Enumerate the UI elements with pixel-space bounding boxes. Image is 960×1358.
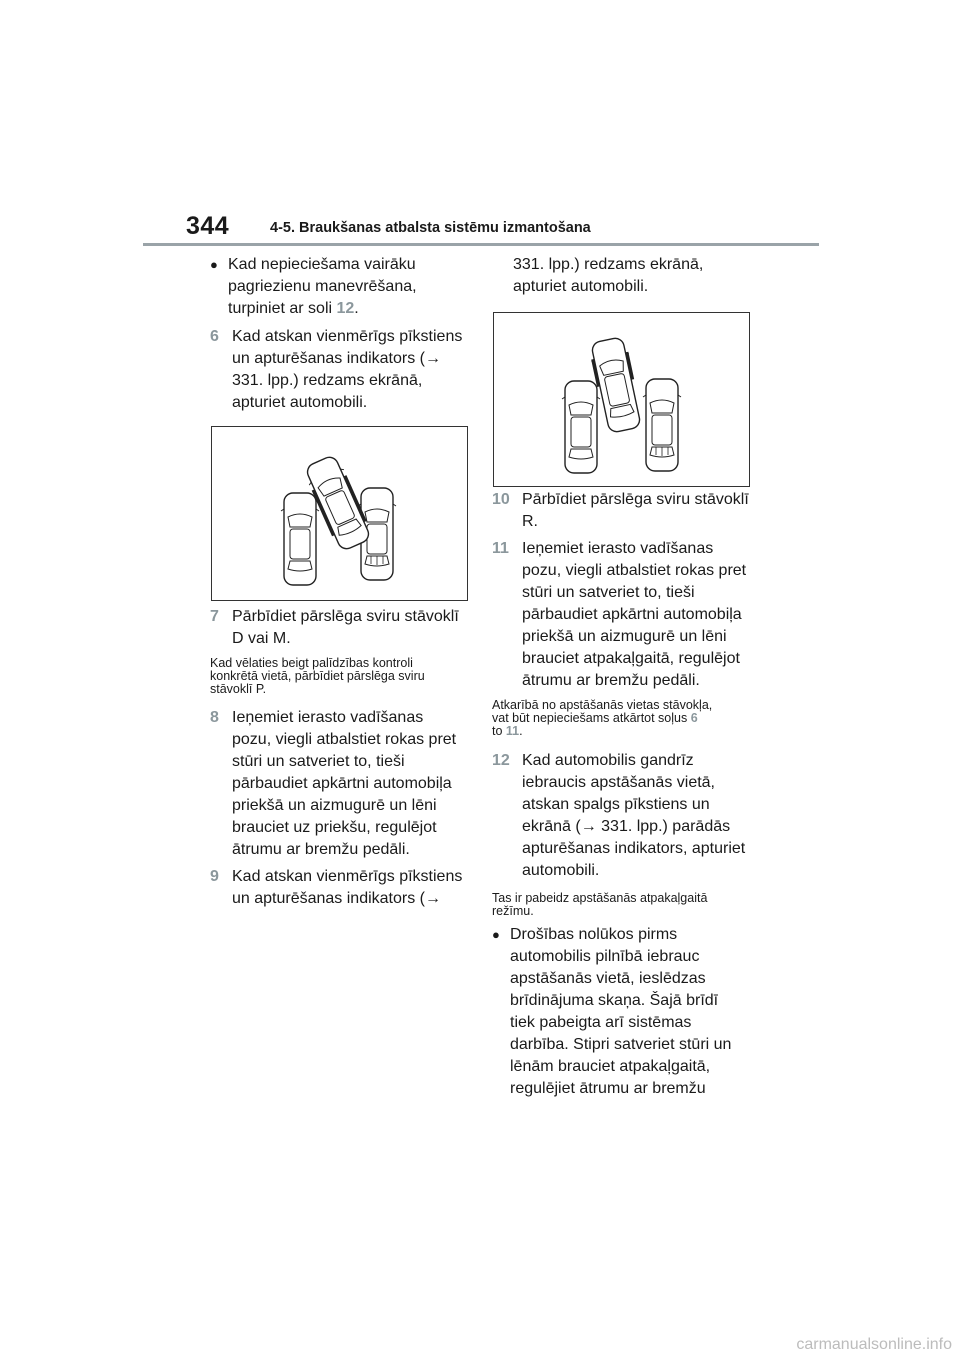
watermark: carmanualsonline.info [796,1336,952,1353]
bullet-multi-turn: ● Kad nepieciešama vairāku pagriezienu manevrēšana, turpiniet ar soli 12. [210,254,472,320]
step-10: 10 Pārbīdiet pārslēga sviru stāvoklī R. [492,489,754,533]
bullet-safety: ● Drošības nolūkos pirms automobilis pilnībā iebrauc apstāšanās vietā, ieslēdzas brīdinājuma skaņa. Šajā brīdī tiek pabeigta arī sistēmas darbība. Stipri satveriet stūri un lēnām brauciet atpakaļgaitā, regulējiet ātrumu ar bremžu [492,924,754,1100]
parking-illustration-reverse [493,312,750,487]
step-ref: 12 [336,300,355,317]
step-number: 10 [492,491,510,508]
note-step-12: Tas ir pabeidz apstāšanās atpakaļgaitā režīmu. [492,891,708,918]
step-number: 12 [492,752,510,769]
bullet-icon: ● [492,927,500,942]
step-number: 11 [492,540,509,557]
step-number: 6 [210,328,219,345]
step-9: 9 Kad atskan vienmērīgs pīkstiens un apturēšanas indikators (→ [210,866,472,910]
step-9-continued: 331. lpp.) redzams ekrānā, apturiet automobili. [513,256,704,295]
step-ref: 11 [505,724,520,738]
step-number: 9 [210,868,219,885]
page-number: 344 [186,212,230,240]
step-8: 8 Ieņemiet ierasto vadīšanas pozu, viegli atbalstiet rokas pret stūri un satveriet to, tieši pārbaudiet apkārtni automobiļa priekšā un aizmugurē un lēni brauciet uz priekšu, regulējot ātrumu ar bremžu pedāli. [210,707,472,861]
step-12: 12 Kad automobilis gandrīz iebraucis apstāšanās vietā, atskan spalgs pīkstiens un ekrānā (→ 331. lpp.) parādās apturēšanas indikators, apturiet automobili. [492,750,754,882]
note-step-7: Kad vēlaties beigt palīdzības kontroli konkrētā vietā, pārbīdiet pārslēga sviru stāvoklī P. [210,656,425,696]
step-7: 7 Pārbīdiet pārslēga sviru stāvoklī D vai M. [210,606,472,650]
step-11: 11 Ieņemiet ierasto vadīšanas pozu, viegli atbalstiet rokas pret stūri un satveriet to, tieši pārbaudiet apkārtni automobiļa priekšā un aizmugurē un lēni brauciet atpakaļgaitā, regulējot ātrumu ar bremžu pedāli. [492,538,754,692]
bullet-icon: ● [210,257,218,272]
parking-illustration-forward [211,426,468,601]
step-number: 8 [210,709,219,726]
step-ref: 6 [690,711,698,725]
step-6: 6 Kad atskan vienmērīgs pīkstiens un apturēšanas indikators (→ 331. lpp.) redzams ekrānā, apturiet automobili. [210,326,472,414]
step-number: 7 [210,608,219,625]
header-divider [143,243,819,246]
section-title: 4-5. Braukšanas atbalsta sistēmu izmantošana [270,220,591,236]
note-step-11: Atkarībā no apstāšanās vietas stāvokļa, vat būt nepieciešams atkārtot soļus 6 to 11. [492,698,713,738]
